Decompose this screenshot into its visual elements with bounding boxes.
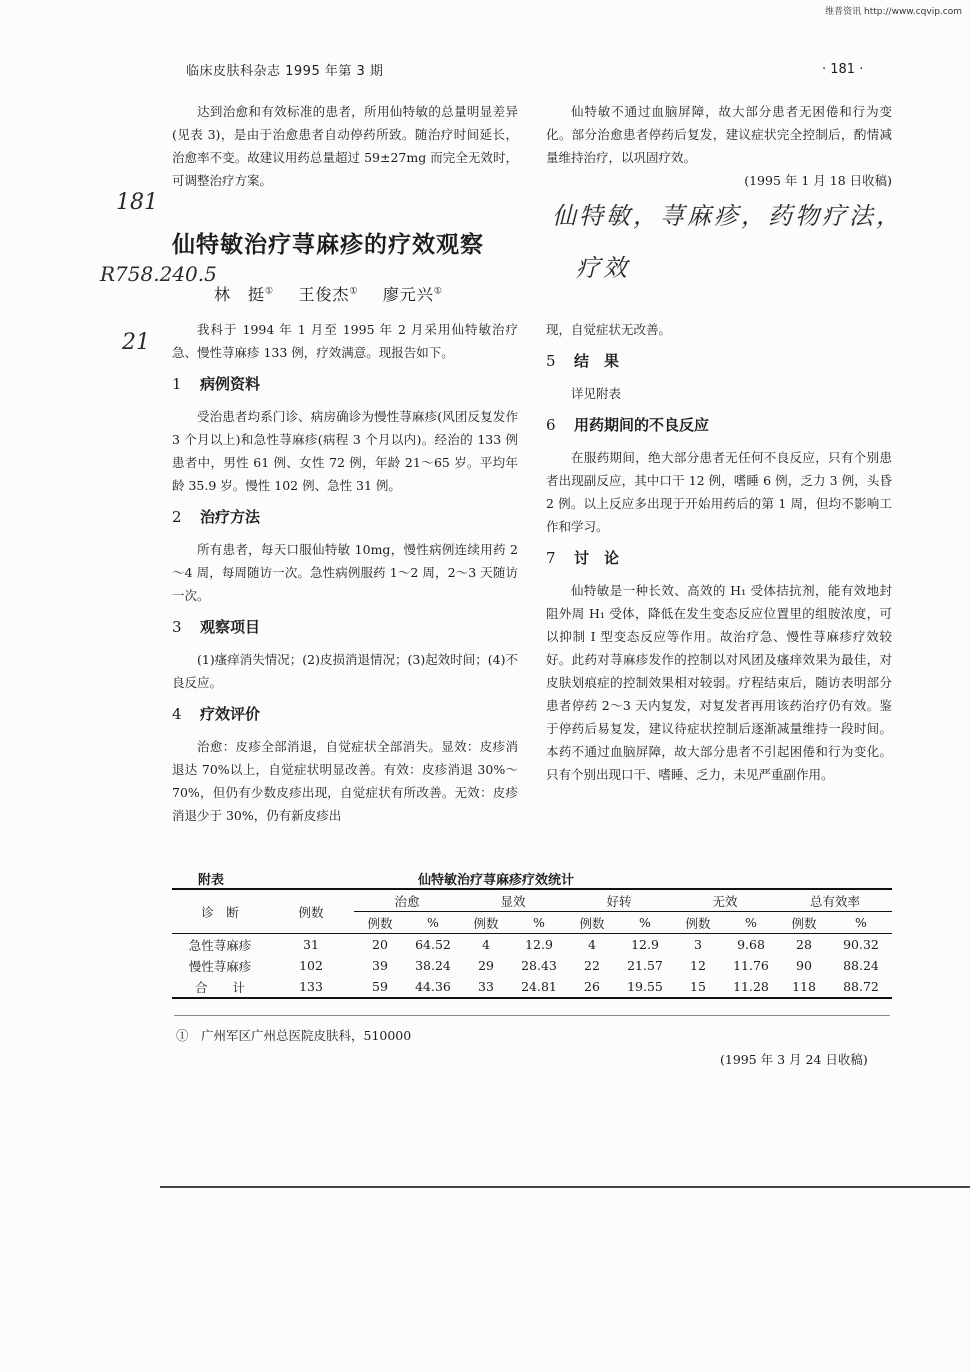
page-number: · 181 · — [822, 62, 864, 77]
subheader-count: 例数 — [778, 912, 830, 934]
section-text: 仙特敏是一种长效、高效的 H₁ 受体拮抗剂，能有效地封阻外周 H₁ 受体，降低在发生变态反应位置里的组胺浓度，可以抑制 I 型变态反应等作用。故治疗急、慢性荨麻疹疗效较好。此药对荨麻疹发作的控制以对风团及瘙痒效果为最佳，对皮肤划痕症的控制效果相对较弱。疗程结束后，随访表明部分患者停药 2～3 天内复发，对复发者再用该药治疗仍有效。鉴于停药后易复发，建议待症状控制后逐渐减量维持一段时间。本药不通过血脑屏障，故大部分患者不引起困倦和行为变化。只有个别出现口干、嗜睡、乏力，未见严重副作用。 — [546, 583, 892, 782]
table-cell: 33 — [460, 976, 512, 998]
handwritten-mark: 21 — [122, 330, 150, 355]
handwritten-class-code: R758.240.5 — [100, 262, 217, 286]
author-list — [214, 282, 443, 305]
footnote: ① 广州军区广州总医院皮肤科，510000 — [176, 1028, 412, 1043]
table-cell: 38.24 — [415, 958, 451, 973]
table-cell: 12.9 — [631, 937, 659, 952]
section-heading: 6 用药期间的不良反应 — [546, 416, 710, 434]
subheader-percent: % — [724, 912, 778, 934]
section-heading: 4 疗效评价 — [172, 705, 261, 723]
table-cell: 21.57 — [627, 958, 663, 973]
author-affiliation-mark: ① — [265, 286, 275, 297]
received-date: (1995 年 3 月 24 日收稿) — [720, 1052, 868, 1067]
table-cell: 4 — [588, 937, 596, 952]
table-cell: 90 — [796, 958, 812, 973]
table-title: 仙特敏治疗荨麻疹疗效统计 — [418, 873, 575, 888]
section-text: 在服药期间，绝大部分患者无任何不良反应，只有个别患者出现副反应，其中口干 12 例，嗜睡 6 例，乏力 3 例，头昏 2 例。以上反应多出现于开始用药后的第 1 周，但均不影响工作和学习。 — [546, 450, 892, 534]
table-cell: 59 — [354, 976, 406, 998]
author-affiliation-mark: ① — [349, 286, 359, 297]
row-diagnosis: 合 计 — [172, 976, 268, 998]
section-text: (1)瘙痒消失情况；(2)皮损消退情况；(3)起效时间；(4)不良反应。 — [172, 652, 518, 690]
table-cell: 22 — [584, 958, 600, 973]
table-header-row — [172, 889, 892, 912]
section-heading: 2 治疗方法 — [172, 508, 261, 526]
table-cell: 28 — [796, 937, 812, 952]
header-count: 例数 — [268, 889, 354, 934]
previous-article-paragraph: 达到治愈和有效标准的患者，所用仙特敏的总量明显差异(见表 3)，是由于治愈患者自动停药所致。随治疗时间延长，治愈率不变。故建议用药总量超过 59±27mg 而完全无效时，可调整治疗方案。 — [172, 104, 518, 188]
table-row — [172, 955, 892, 976]
table-cell: 133 — [268, 976, 354, 998]
previous-article-tail — [172, 100, 518, 192]
table-cell: 64.52 — [415, 937, 451, 952]
footnote-divider — [174, 1015, 890, 1016]
handwritten-keywords-2: 疗效 — [576, 254, 630, 282]
running-header: 临床皮肤科杂志 1995 年第 3 期 — [186, 64, 384, 79]
author-name: 廖元兴 — [382, 285, 434, 304]
left-column — [172, 318, 518, 827]
article-title: 仙特敏治疗荨麻疹的疗效观察 — [172, 232, 484, 258]
table-label: 附表 — [198, 873, 225, 888]
header-group: 治愈 — [354, 889, 460, 912]
subheader-percent: % — [512, 912, 566, 934]
section-text: 所有患者，每天口服仙特敏 10mg，慢性病例连续用药 2～4 周，每周随访一次。急性病例服药 1～2 周，2～3 天随访一次。 — [172, 542, 518, 603]
section-text: 治愈：皮疹全部消退，自觉症状全部消失。显效：皮疹消退达 70%以上，自觉症状明显改善。有效：皮疹消退 30%～70%，但仍有少数皮疹出现，自觉症状有所改善。无效：皮疹消退少于 30%，仍有新皮疹出 — [172, 739, 518, 823]
handwritten-page-number: 181 — [116, 190, 158, 215]
row-diagnosis: 急性荨麻疹 — [188, 937, 252, 953]
table-cell: 44.36 — [406, 976, 460, 998]
table-cell: 9.68 — [737, 937, 765, 952]
author-affiliation-mark: ① — [433, 286, 443, 297]
table-cell: 90.32 — [843, 937, 879, 952]
table-cell: 24.81 — [512, 976, 566, 998]
table-cell: 11.28 — [724, 976, 778, 998]
previous-article-continued-paragraph: 仙特敏不通过血脑屏障，故大部分患者无困倦和行为变化。部分治愈患者停药后复发，建议症状完全控制后，酌情减量维持治疗，以巩固疗效。 — [546, 104, 892, 165]
header-diagnosis: 诊 断 — [172, 889, 268, 934]
section-text: 详见附表 — [571, 386, 622, 401]
table-cell: 11.76 — [733, 958, 769, 973]
section-heading: 7 讨 论 — [546, 549, 620, 567]
table-cell: 88.72 — [830, 976, 892, 998]
subheader-percent: % — [406, 912, 460, 934]
subheader-percent: % — [830, 912, 892, 934]
table-cell: 15 — [672, 976, 724, 998]
previous-received-date: (1995 年 1 月 18 日收稿) — [744, 173, 892, 188]
header-group: 总有效率 — [778, 889, 892, 912]
handwritten-keywords: 仙特敏，荨麻疹，药物疗法， — [552, 202, 903, 230]
table-cell: 118 — [778, 976, 830, 998]
author-name: 林 挺 — [214, 285, 266, 304]
intro-paragraph: 我科于 1994 年 1 月至 1995 年 2 月采用仙特敏治疗急、慢性荨麻疹 133 例，疗效满意。现报告如下。 — [172, 322, 518, 360]
table-cell: 31 — [303, 937, 319, 952]
section-heading: 3 观察项目 — [172, 618, 261, 636]
header-group: 显效 — [460, 889, 566, 912]
author-name: 王俊杰 — [298, 285, 350, 304]
section-heading: 5 结 果 — [546, 352, 620, 370]
table-cell: 4 — [482, 937, 490, 952]
table-cell: 39 — [372, 958, 388, 973]
right-column — [546, 318, 892, 786]
table-cell: 28.43 — [521, 958, 557, 973]
source-watermark: 维普资讯 http://www.cqvip.com — [825, 7, 962, 17]
results-table — [172, 888, 892, 999]
table-cell: 102 — [299, 958, 323, 973]
table-cell: 19.55 — [618, 976, 672, 998]
table-cell: 12.9 — [525, 937, 553, 952]
table-row — [172, 976, 892, 998]
table-cell: 26 — [566, 976, 618, 998]
header-group: 无效 — [672, 889, 778, 912]
previous-article-continued — [546, 100, 892, 192]
subheader-count: 例数 — [460, 912, 512, 934]
table-cell: 20 — [372, 937, 388, 952]
subheader-count: 例数 — [354, 912, 406, 934]
section-text-continued: 现，自觉症状无改善。 — [546, 322, 672, 337]
section-text: 受治患者均系门诊、病房确诊为慢性荨麻疹(风团反复发作 3 个月以上)和急性荨麻疹(病程 3 个月以内)。经治的 133 例患者中，男性 61 例、女性 72 例，年龄 21～65 岁。平均年龄 35.9 岁。慢性 102 例、急性 31 例。 — [172, 409, 518, 493]
table-cell: 12 — [690, 958, 706, 973]
subheader-count: 例数 — [672, 912, 724, 934]
scan-artifact-line — [160, 1186, 970, 1188]
table-row — [172, 934, 892, 956]
table-cell: 88.24 — [843, 958, 879, 973]
section-heading: 1 病例资料 — [172, 375, 261, 393]
header-group: 好转 — [566, 889, 672, 912]
subheader-count: 例数 — [566, 912, 618, 934]
table-cell: 3 — [694, 937, 702, 952]
subheader-percent: % — [618, 912, 672, 934]
row-diagnosis: 慢性荨麻疹 — [188, 958, 252, 974]
table-cell: 29 — [478, 958, 494, 973]
